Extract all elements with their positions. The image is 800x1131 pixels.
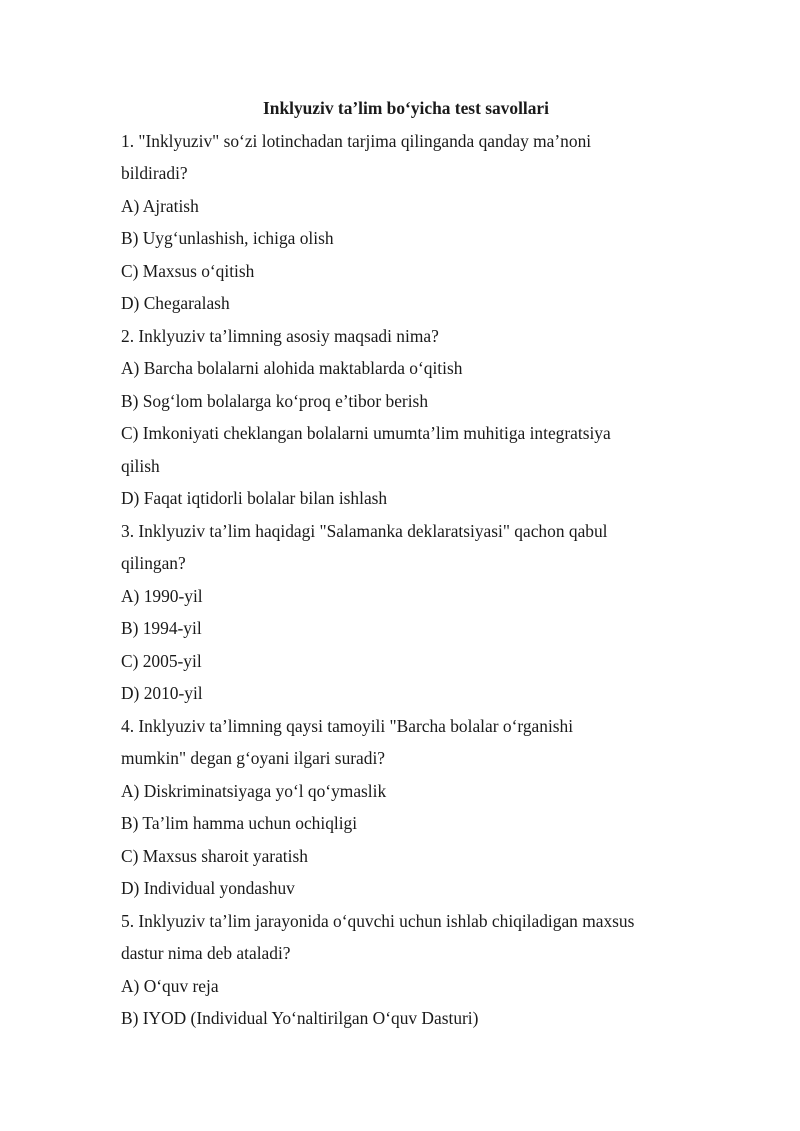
question-4-option-a: A) Diskriminatsiyaga yo‘l qo‘ymaslik	[121, 780, 387, 801]
question-3	[121, 515, 691, 710]
question-5	[121, 905, 691, 1035]
document-body	[121, 92, 691, 1035]
question-5-text-line-2: dastur nima deb ataladi?	[121, 943, 291, 963]
question-2-option-a: A) Barcha bolalarni alohida maktablarda o‘qitish	[121, 358, 463, 378]
question-2-text-line-1: 2. Inklyuziv ta’limning asosiy maqsadi nima?	[121, 325, 439, 346]
question-4-option-d: D) Individual yondashuv	[121, 878, 295, 898]
question-2-option-d: D) Faqat iqtidorli bolalar bilan ishlash	[121, 488, 388, 508]
question-1-option-c: C) Maxsus o‘qitish	[121, 260, 255, 281]
question-5-text-line-1: 5. Inklyuziv ta’lim jarayonida o‘quvchi uchun ishlab chiqiladigan maxsus	[121, 910, 635, 931]
question-1	[121, 125, 691, 320]
question-5-option-a: A) O‘quv reja	[121, 975, 219, 996]
question-3-option-a: A) 1990-yil	[121, 585, 203, 606]
question-2-option-c-line-2: qilish	[121, 455, 160, 476]
question-4-option-b: B) Ta’lim hamma uchun ochiqligi	[121, 813, 358, 833]
question-3-text-line-1: 3. Inklyuziv ta’lim haqidagi "Salamanka deklaratsiyasi" qachon qabul	[121, 520, 608, 541]
document-title: Inklyuziv ta’lim bo‘yicha test savollari	[263, 98, 549, 118]
question-4-text-line-2: mumkin" degan g‘oyani ilgari suradi?	[121, 748, 386, 768]
question-2-option-b: B) Sog‘lom bolalarga ko‘proq e’tibor berish	[121, 390, 429, 411]
question-1-option-d: D) Chegaralash	[121, 293, 230, 313]
question-1-text-line-2: bildiradi?	[121, 163, 188, 183]
question-3-option-b: B) 1994-yil	[121, 618, 202, 638]
question-3-option-d: D) 2010-yil	[121, 683, 203, 703]
question-1-option-a: A) Ajratish	[121, 195, 199, 216]
question-1-option-b: B) Uyg‘unlashish, ichiga olish	[121, 228, 334, 248]
question-4	[121, 710, 691, 905]
question-2	[121, 320, 691, 515]
question-1-text-line-1: 1. "Inklyuziv" so‘zi lotinchadan tarjima qilinganda qanday ma’noni	[121, 130, 592, 151]
question-4-text-line-1: 4. Inklyuziv ta’limning qaysi tamoyili "Barcha bolalar o‘rganishi	[121, 715, 574, 736]
question-3-text-line-2: qilingan?	[121, 553, 186, 573]
question-2-option-c-line-1: C) Imkoniyati cheklangan bolalarni umumta’lim muhitiga integratsiya	[121, 423, 611, 443]
question-5-option-b: B) IYOD (Individual Yo‘naltirilgan O‘quv Dasturi)	[121, 1008, 479, 1028]
question-3-option-c: C) 2005-yil	[121, 650, 202, 671]
question-4-option-c: C) Maxsus sharoit yaratish	[121, 845, 308, 866]
